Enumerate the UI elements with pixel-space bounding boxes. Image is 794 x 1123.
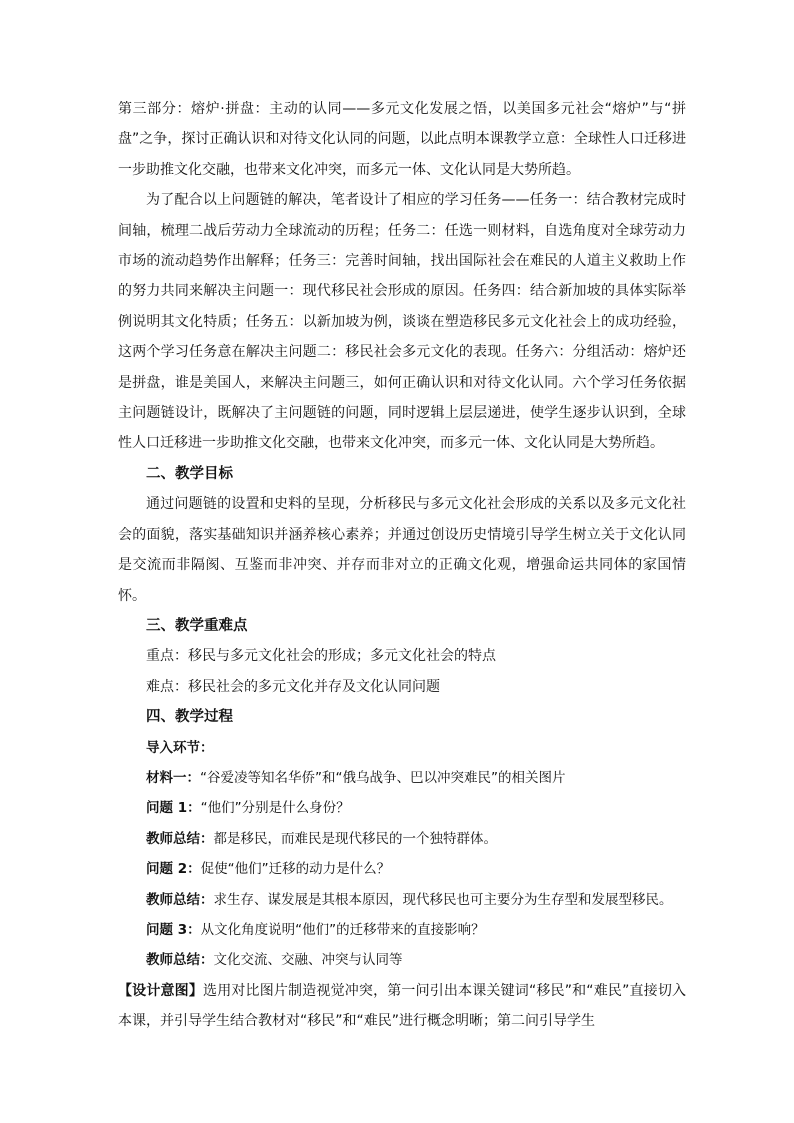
heading-teaching-goals: 二、教学目标 [146,465,233,482]
question-1-text: “他们”分别是什么身份？ [200,800,350,817]
key-point: 重点：移民与多元文化社会的形成；多元文化社会的特点 [146,648,496,665]
material-1-label: 材料一： [146,769,200,786]
design-intent [118,976,686,1037]
teacher-summary-2-label: 教师总结： [146,891,214,908]
question-2 [146,854,686,884]
teacher-summary-1-label: 教师总结： [146,830,214,847]
teacher-summary-1 [146,824,686,854]
question-1 [146,793,686,823]
question-3-text: 从文化角度说明“他们”的迁移带来的直接影响？ [200,921,485,938]
teacher-summary-3-label: 教师总结： [146,952,214,969]
intro-label: 导入环节： [146,739,214,756]
difficult-point: 难点：移民社会的多元文化并存及文化认同问题 [146,678,440,695]
material-1-text: “谷爱凌等知名华侨”和“俄乌战争、巴以冲突难民”的相关图片 [200,769,566,786]
teacher-summary-2 [146,885,686,915]
heading-key-difficult: 三、教学重难点 [146,617,248,634]
design-intent-label: 【设计意图】 [118,982,204,999]
tasks-paragraph: 为了配合以上问题链的解决，笔者设计了相应的学习任务——任务一：结合教材完成时间轴，梳理二战后劳动力全球流动的历程；任务二：任选一则材料，自选角度对全球劳动力市场的流动趋势作出解释；任务三：完善时间轴，找出国际社会在难民的人道主义救助上作的努力共同来解决主问题一：现代移民社会形成的原因。任务四：结合新加坡的具体实际举例说明其文化特质；任务五：以新加坡为例，谈谈在塑造移民多元文化社会上的成功经验，这两个学习任务意在解决主问题二：移民社会多元文化的表现。任务六：分组活动：熔炉还是拼盘，谁是美国人，来解决主问题三，如何正确认识和对待文化认同。六个学习任务依据主问题链设计，既解决了主问题链的问题，同时逻辑上层层递进，使学生逐步认识到，全球性人口迁移进一步助推文化交融，也带来文化冲突，而多元一体、文化认同是大势所趋。 [118,192,686,452]
teacher-summary-3 [146,945,686,975]
teacher-summary-1-text: 都是移民，而难民是现代移民的一个独特群体。 [213,830,497,847]
question-2-label: 问题 2： [146,861,201,878]
material-1 [146,763,686,793]
teacher-summary-2-text: 求生存、谋发展是其根本原因，现代移民也可主要分为生存型和发展型移民。 [213,891,673,908]
question-3-label: 问题 3： [146,921,201,938]
design-intent-text: 选用对比图片制造视觉冲突，第一问引出本课关键词“移民”和“难民”直接切入本课，并引导学生结合教材对“移民”和“难民”进行概念明晰；第二问引导学生 [118,982,687,1030]
question-1-label: 问题 1： [146,800,201,817]
section3-paragraph: 第三部分：熔炉·拼盘：主动的认同——多元文化发展之悟，以美国多元社会“熔炉”与“拼盘”之争，探讨正确认识和对待文化认同的问题，以此点明本课教学立意：全球性人口迁移进一步助推文化交融，也带来文化冲突，而多元一体、文化认同是大势所趋。 [118,101,686,178]
question-2-text: 促使“他们”迁移的动力是什么？ [200,861,391,878]
teacher-summary-3-text: 文化交流、交融、冲突与认同等 [213,952,403,969]
document-page [118,94,686,1037]
question-3 [146,915,686,945]
heading-teaching-process: 四、教学过程 [146,709,233,726]
goals-paragraph: 通过问题链的设置和史料的呈现，分析移民与多元文化社会形成的关系以及多元文化社会的面貌，落实基础知识并涵养核心素养；并通过创设历史情境引导学生树立关于文化认同是交流而非隔阂、互鉴而非冲突、并存而非对立的正确文化观，增强命运共同体的家国情怀。 [118,496,686,604]
